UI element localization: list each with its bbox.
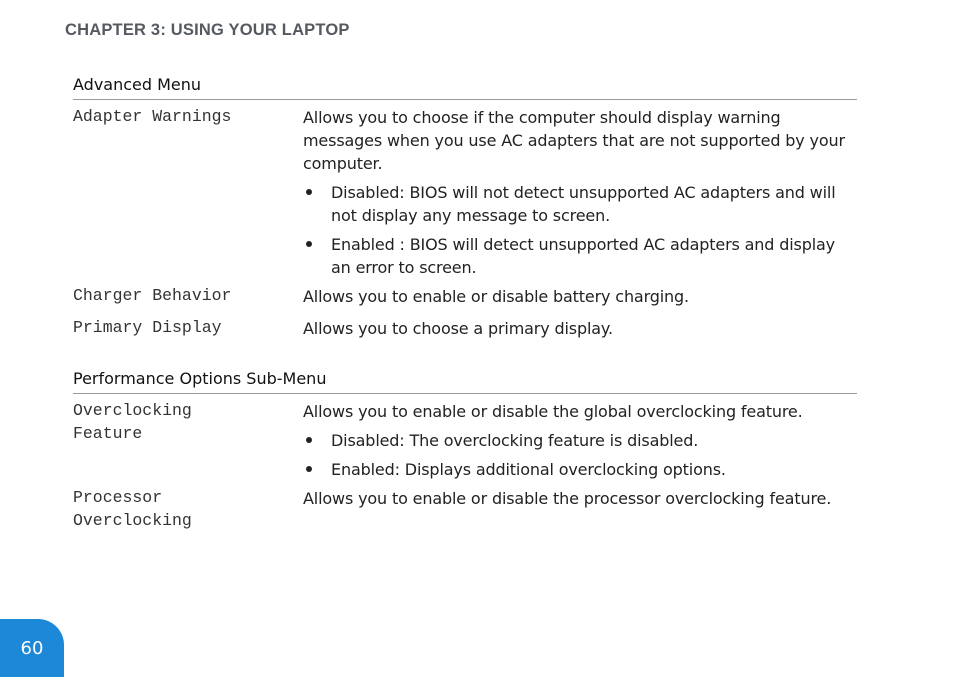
option-name-line: Overclocking <box>73 401 192 420</box>
option-description <box>303 317 857 340</box>
section-title: Advanced Menu <box>73 75 857 100</box>
option-description <box>303 400 857 481</box>
description-text: Allows you to choose if the computer should display warning messages when you use AC adapters that are not supported by your computer. <box>303 108 845 173</box>
bullet-item: Enabled: Displays additional overclocking options. <box>303 458 857 481</box>
description-text: Allows you to enable or disable battery charging. <box>303 287 689 306</box>
page-number-tab <box>0 619 64 677</box>
option-name: Charger Behavior <box>73 286 232 305</box>
option-name <box>73 400 293 445</box>
bullet-item: Disabled: The overclocking feature is disabled. <box>303 429 857 452</box>
option-description <box>303 285 857 308</box>
description-text: Allows you to enable or disable the global overclocking feature. <box>303 402 803 421</box>
option-name: Adapter Warnings <box>73 107 232 126</box>
option-name-line: Processor <box>73 488 163 507</box>
option-row-processor-overclocking <box>73 487 857 530</box>
option-name <box>73 487 293 532</box>
option-row-adapter-warnings <box>73 106 857 279</box>
option-row-overclocking-feature <box>73 400 857 481</box>
description-text: Allows you to enable or disable the processor overclocking feature. <box>303 489 832 508</box>
option-row-charger-behavior <box>73 285 857 308</box>
description-text: Allows you to choose a primary display. <box>303 319 613 338</box>
bullet-list <box>303 181 857 279</box>
bullet-item: Enabled : BIOS will detect unsupported AC adapters and display an error to screen. <box>303 233 857 279</box>
bullet-item: Disabled: BIOS will not detect unsupported AC adapters and will not display any message to screen. <box>303 181 857 227</box>
option-description <box>303 487 857 510</box>
option-name: Primary Display <box>73 318 222 337</box>
option-name-line: Feature <box>73 423 143 443</box>
page-number: 60 <box>20 637 44 659</box>
option-row-primary-display <box>73 317 857 340</box>
option-description <box>303 106 857 279</box>
advanced-menu-section <box>73 75 857 340</box>
chapter-header: CHAPTER 3: USING YOUR LAPTOP <box>65 21 350 39</box>
section-title: Performance Options Sub-Menu <box>73 369 857 394</box>
performance-options-section <box>73 369 857 530</box>
bullet-list <box>303 429 857 481</box>
option-name-line: Overclocking <box>73 510 192 530</box>
